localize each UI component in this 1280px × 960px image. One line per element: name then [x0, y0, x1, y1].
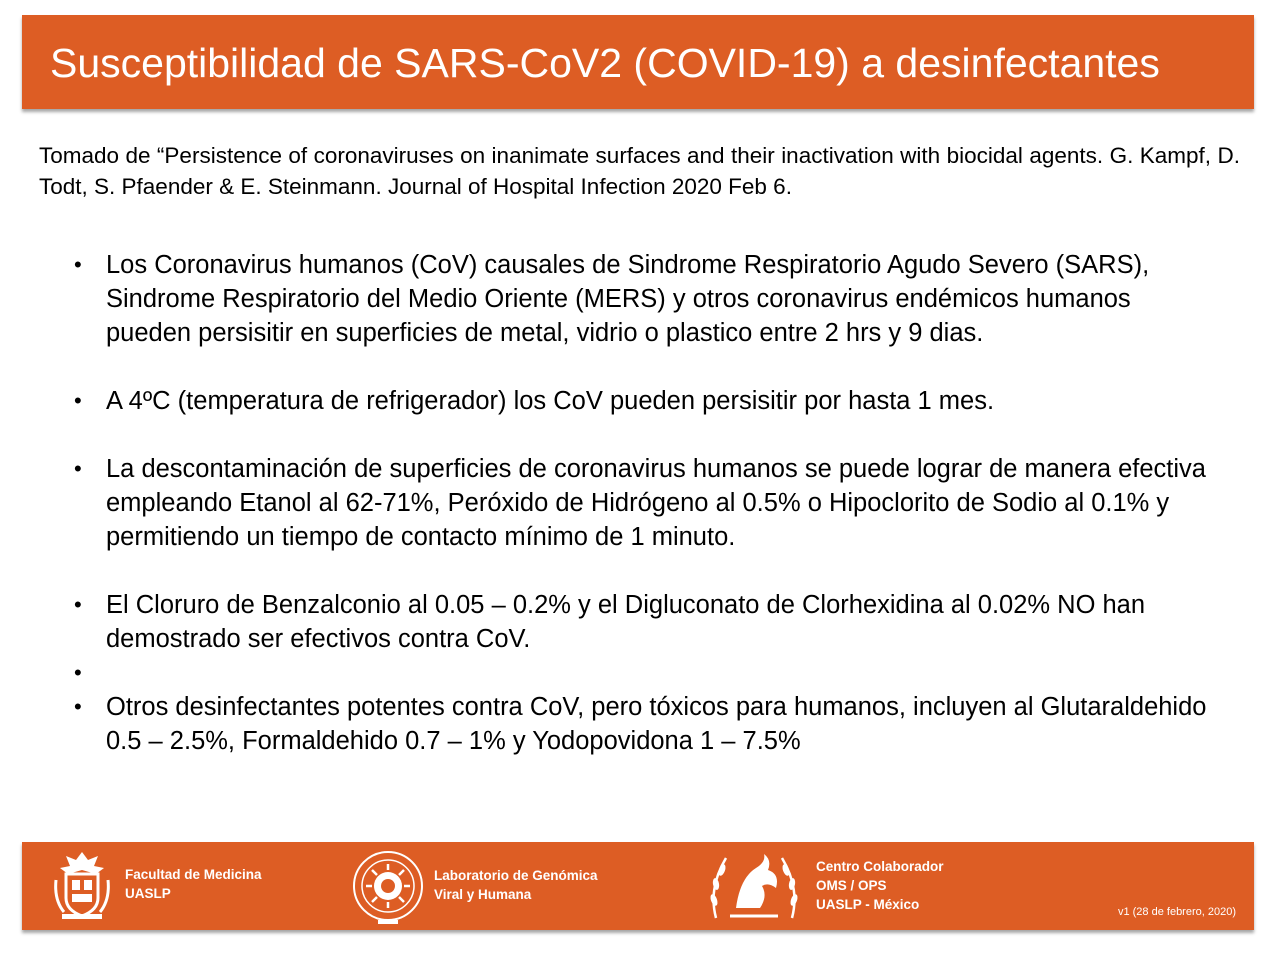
org1-name: [125, 865, 262, 903]
shield-crest-icon: [52, 850, 112, 922]
org3-name: [816, 857, 944, 914]
org1-line2: UASLP: [125, 886, 171, 901]
bullet-dot: •: [74, 252, 82, 277]
bullet-text: La descontaminación de superficies de coronavirus humanos se puede lograr de manera efectiva empleando Etanol al 62-71%, Peróxido de Hidrógeno al 0.5% o Hipoclorito de Sodio al 0.1% y permitiendo un tiempo de contacto mínimo de 1 minuto.: [106, 455, 1206, 551]
version-note: v1 (28 de febrero, 2020): [1117, 906, 1236, 918]
org2-line1: Laboratorio de Genómica: [434, 868, 598, 883]
org3-line2: OMS / OPS: [816, 878, 887, 893]
bullet-item: [70, 588, 1220, 656]
org3-line1: Centro Colaborador: [816, 859, 944, 874]
bullet-dot: •: [74, 456, 82, 481]
org3-line3: UASLP - México: [816, 897, 920, 912]
bullet-text: Los Coronavirus humanos (CoV) causales de Sindrome Respiratorio Agudo Severo (SARS), Sindrome Respiratorio del Medio Oriente (MERS) y otros coronavirus endémicos humanos pueden persisitir en superficies de metal, vidrio o plastico entre 2 hrs y 9 dias.: [106, 251, 1150, 347]
bullet-dot: •: [74, 694, 82, 719]
virus-seal-icon: [350, 848, 426, 926]
bullet-text: Otros desinfectantes potentes contra CoV, pero tóxicos para humanos, incluyen al Glutaraldehido 0.5 – 2.5%, Formaldehido 0.7 – 1% y Yodopovidona 1 – 7.5%: [106, 693, 1207, 755]
bullet-dot: •: [74, 388, 82, 413]
bullet-item: [70, 452, 1220, 554]
footer-bar: [22, 842, 1254, 930]
slide-title: Susceptibilidad de SARS-CoV2 (COVID-19) a desinfectantes: [50, 40, 1160, 86]
bullet-item: [70, 384, 1220, 418]
org2-name: [434, 866, 598, 904]
bullet-text: El Cloruro de Benzalconio al 0.05 – 0.2% y el Digluconato de Clorhexidina al 0.02% NO han demostrado ser efectivos contra CoV.: [106, 591, 1146, 653]
eagle-laurel-icon: [706, 848, 802, 924]
bullet-dot: •: [74, 592, 82, 617]
bullet-text: A 4ºC (temperatura de refrigerador) los CoV pueden persisitir por hasta 1 mes.: [106, 387, 995, 415]
bullet-item-empty: [70, 656, 1220, 690]
citation-text: Tomado de “Persistence of coronaviruses on inanimate surfaces and their inactivation with biocidal agents. G. Kampf, D. Todt, S. Pfaender & E. Steinmann. Journal of Hospital Infection 2020 Feb 6.: [39, 143, 1240, 199]
title-bar: [22, 15, 1254, 109]
bullet-list: [70, 248, 1220, 758]
bullet-item: [70, 690, 1220, 758]
org1-line1: Facultad de Medicina: [125, 867, 262, 882]
bullet-item: [70, 248, 1220, 350]
bullet-dot: •: [74, 660, 82, 685]
org2-line2: Viral y Humana: [434, 887, 532, 902]
